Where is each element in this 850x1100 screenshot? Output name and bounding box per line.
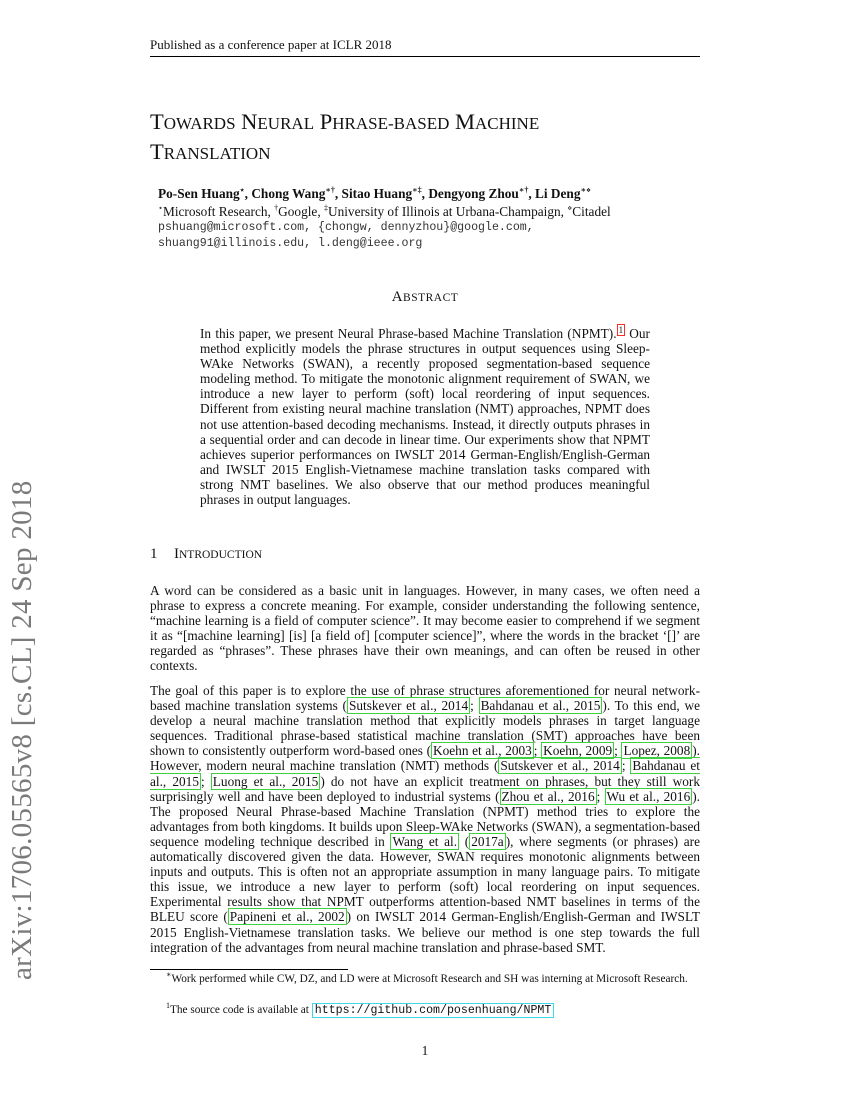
citation-link[interactable]: 2017a [471, 833, 504, 849]
page-number: 1 [421, 1043, 429, 1058]
citation-link[interactable]: Papineni et al., 2002 [229, 909, 345, 925]
citation-link[interactable]: Bahdanau et al., 2015 [480, 698, 601, 714]
citation-link[interactable]: Bahdanau et al., 2015 [150, 758, 700, 789]
running-header: Published as a conference paper at ICLR 2018 [150, 37, 700, 57]
citation-link[interactable]: Wang et al. [392, 833, 458, 849]
citation-link[interactable]: Luong et al., 2015 [212, 773, 319, 789]
intro-paragraph-2: The goal of this paper is to explore the use of phrase structures aforementioned for neural network-based machine translation systems ( Sutskever et al., 2014 ; Bahdanau et al., 2015 ). To this end, we develop a neural machine translation method that explicitly models phrases in target language sequences. Traditional phrase-based statistical machine translation (SMT) approaches have been shown to consistently outperform word-based ones ( Koehn et al., 2003 ; Koehn, 2009 ; Lopez, 2008 ). However, modern neural machine translation (NMT) methods ( Sutskever et al., 2014 ; Bahdanau et al., 2015 ; Luong et al., 2015 ) do not have an explicit treatment on phrases, but they still work surprisingly well and have been deployed to industrial systems ( Zhou et al., 2016 ; Wu et al., 2016 ). The proposed Neural Phrase-based Machine Translation (NPMT) method tries to explore the advantages from both kingdoms. It builds upon Sleep-WAke Networks (SWAN), a segmentation-based sequence modeling technique described in Wang et al. ( 2017a ), where segments (or phrases) are automatically discovered given the data. However, SWAN requires monotonic alignments between inputs and outputs. This is often not an appropriate assumption in many language pairs. To mitigate this issue, we introduce a new layer to perform (soft) local reordering on input sequences. Experimental results show that NPMT outperforms attention-based NMT baselines in terms of the BLEU score ( Papineni et al., 2002 ) on IWSLT 2014 German-English/English-German and IWSLT 2015 English-Vietnamese translation tasks. We believe our method is one step towards the full integration of the advantages from neural machine translation and phrase-based SMT. [150, 683, 701, 955]
intro-paragraph-1: A word can be considered as a basic unit in languages. However, in many cases, we often need a phrase to express a concrete meaning. For example, consider understanding the following sentence, “machine learning is a field of computer science”. It may become easier to comprehend if we segment it as “[machine learning] [is] [a field of] [computer science]”, where the words in the bracket ‘[]’ are regarded as “phrases”. These phrases have their own meanings, and can often be reused in other contexts. [150, 583, 700, 674]
citation-link[interactable]: Sutskever et al., 2014 [348, 698, 469, 714]
citation-link[interactable]: Koehn, 2009 [543, 743, 613, 759]
abstract-text: In this paper, we present Neural Phrase-based Machine Translation (NPMT). $^1$ Our method explicitly models the phrase structures in output sequences using Sleep-WAke Networks (SWAN), a recently proposed segmentation-based sequence modeling method. To mitigate the monotonic alignment requirement of SWAN, we introduce a new layer to perform (soft) local reordering of input sequences. Different from existing neural machine translation (NMT) approaches, NPMT does not use attention-based decoding mechanisms. Instead, it directly outputs phrases in a sequential order and can decode in linear time. Our experiments show that NPMT achieves superior performances on IWSLT 2014 German-English/English-German and IWSLT 2015 English-Vietnamese machine translation tasks compared with strong NMT baselines. We also observe that our method produces meaningful phrases in output languages. [200, 324, 650, 508]
abstract-heading: ABSTRACT [391, 289, 459, 305]
footnote-1: ∗Work performed while CW, DZ, and LD were at Microsoft Research and SH was interning at Microsoft Research. [166, 970, 688, 985]
author-emails-line-2: shuang91@illinois.edu, l.deng@ieee.org [158, 237, 423, 250]
affiliations: ⋆Microsoft Research, †Google, ‡University of Illinois at Urbana-Champaign, ⋄Citadel [158, 203, 611, 219]
paper-title: TOWARDS NEURAL PHRASE-BASED MACHINE TRANSLATION [150, 109, 540, 164]
footnote-ref-1[interactable]: 1 [618, 324, 624, 335]
section-heading-introduction: 1 INTRODUCTION [150, 546, 263, 562]
citation-link[interactable]: Wu et al., 2016 [606, 788, 691, 804]
citation-link[interactable]: Koehn et al., 2003 [433, 743, 532, 759]
citation-link[interactable]: Lopez, 2008 [623, 743, 691, 759]
arxiv-identifier[interactable]: arXiv:1706.05565v8 [cs.CL] 24 Sep 2018 [6, 480, 38, 980]
citation-link[interactable]: Sutskever et al., 2014 [500, 758, 620, 774]
author-emails-line-1: pshuang@microsoft.com, {chongw, dennyzhou}@google.com, [158, 221, 534, 234]
author-list: Po-Sen Huang⋆, Chong Wang∗†, Sitao Huang∗‡, Dengyong Zhou∗†, Li Deng∗⋄ [158, 185, 592, 201]
footnote-divider [150, 969, 348, 970]
footnote-2: $^1$The source code is available at https://github.com/posenhuang/NPMT [166, 1003, 554, 1018]
citation-link[interactable]: Zhou et al., 2016 [501, 788, 595, 804]
source-code-link[interactable]: https://github.com/posenhuang/NPMT [312, 1003, 555, 1018]
